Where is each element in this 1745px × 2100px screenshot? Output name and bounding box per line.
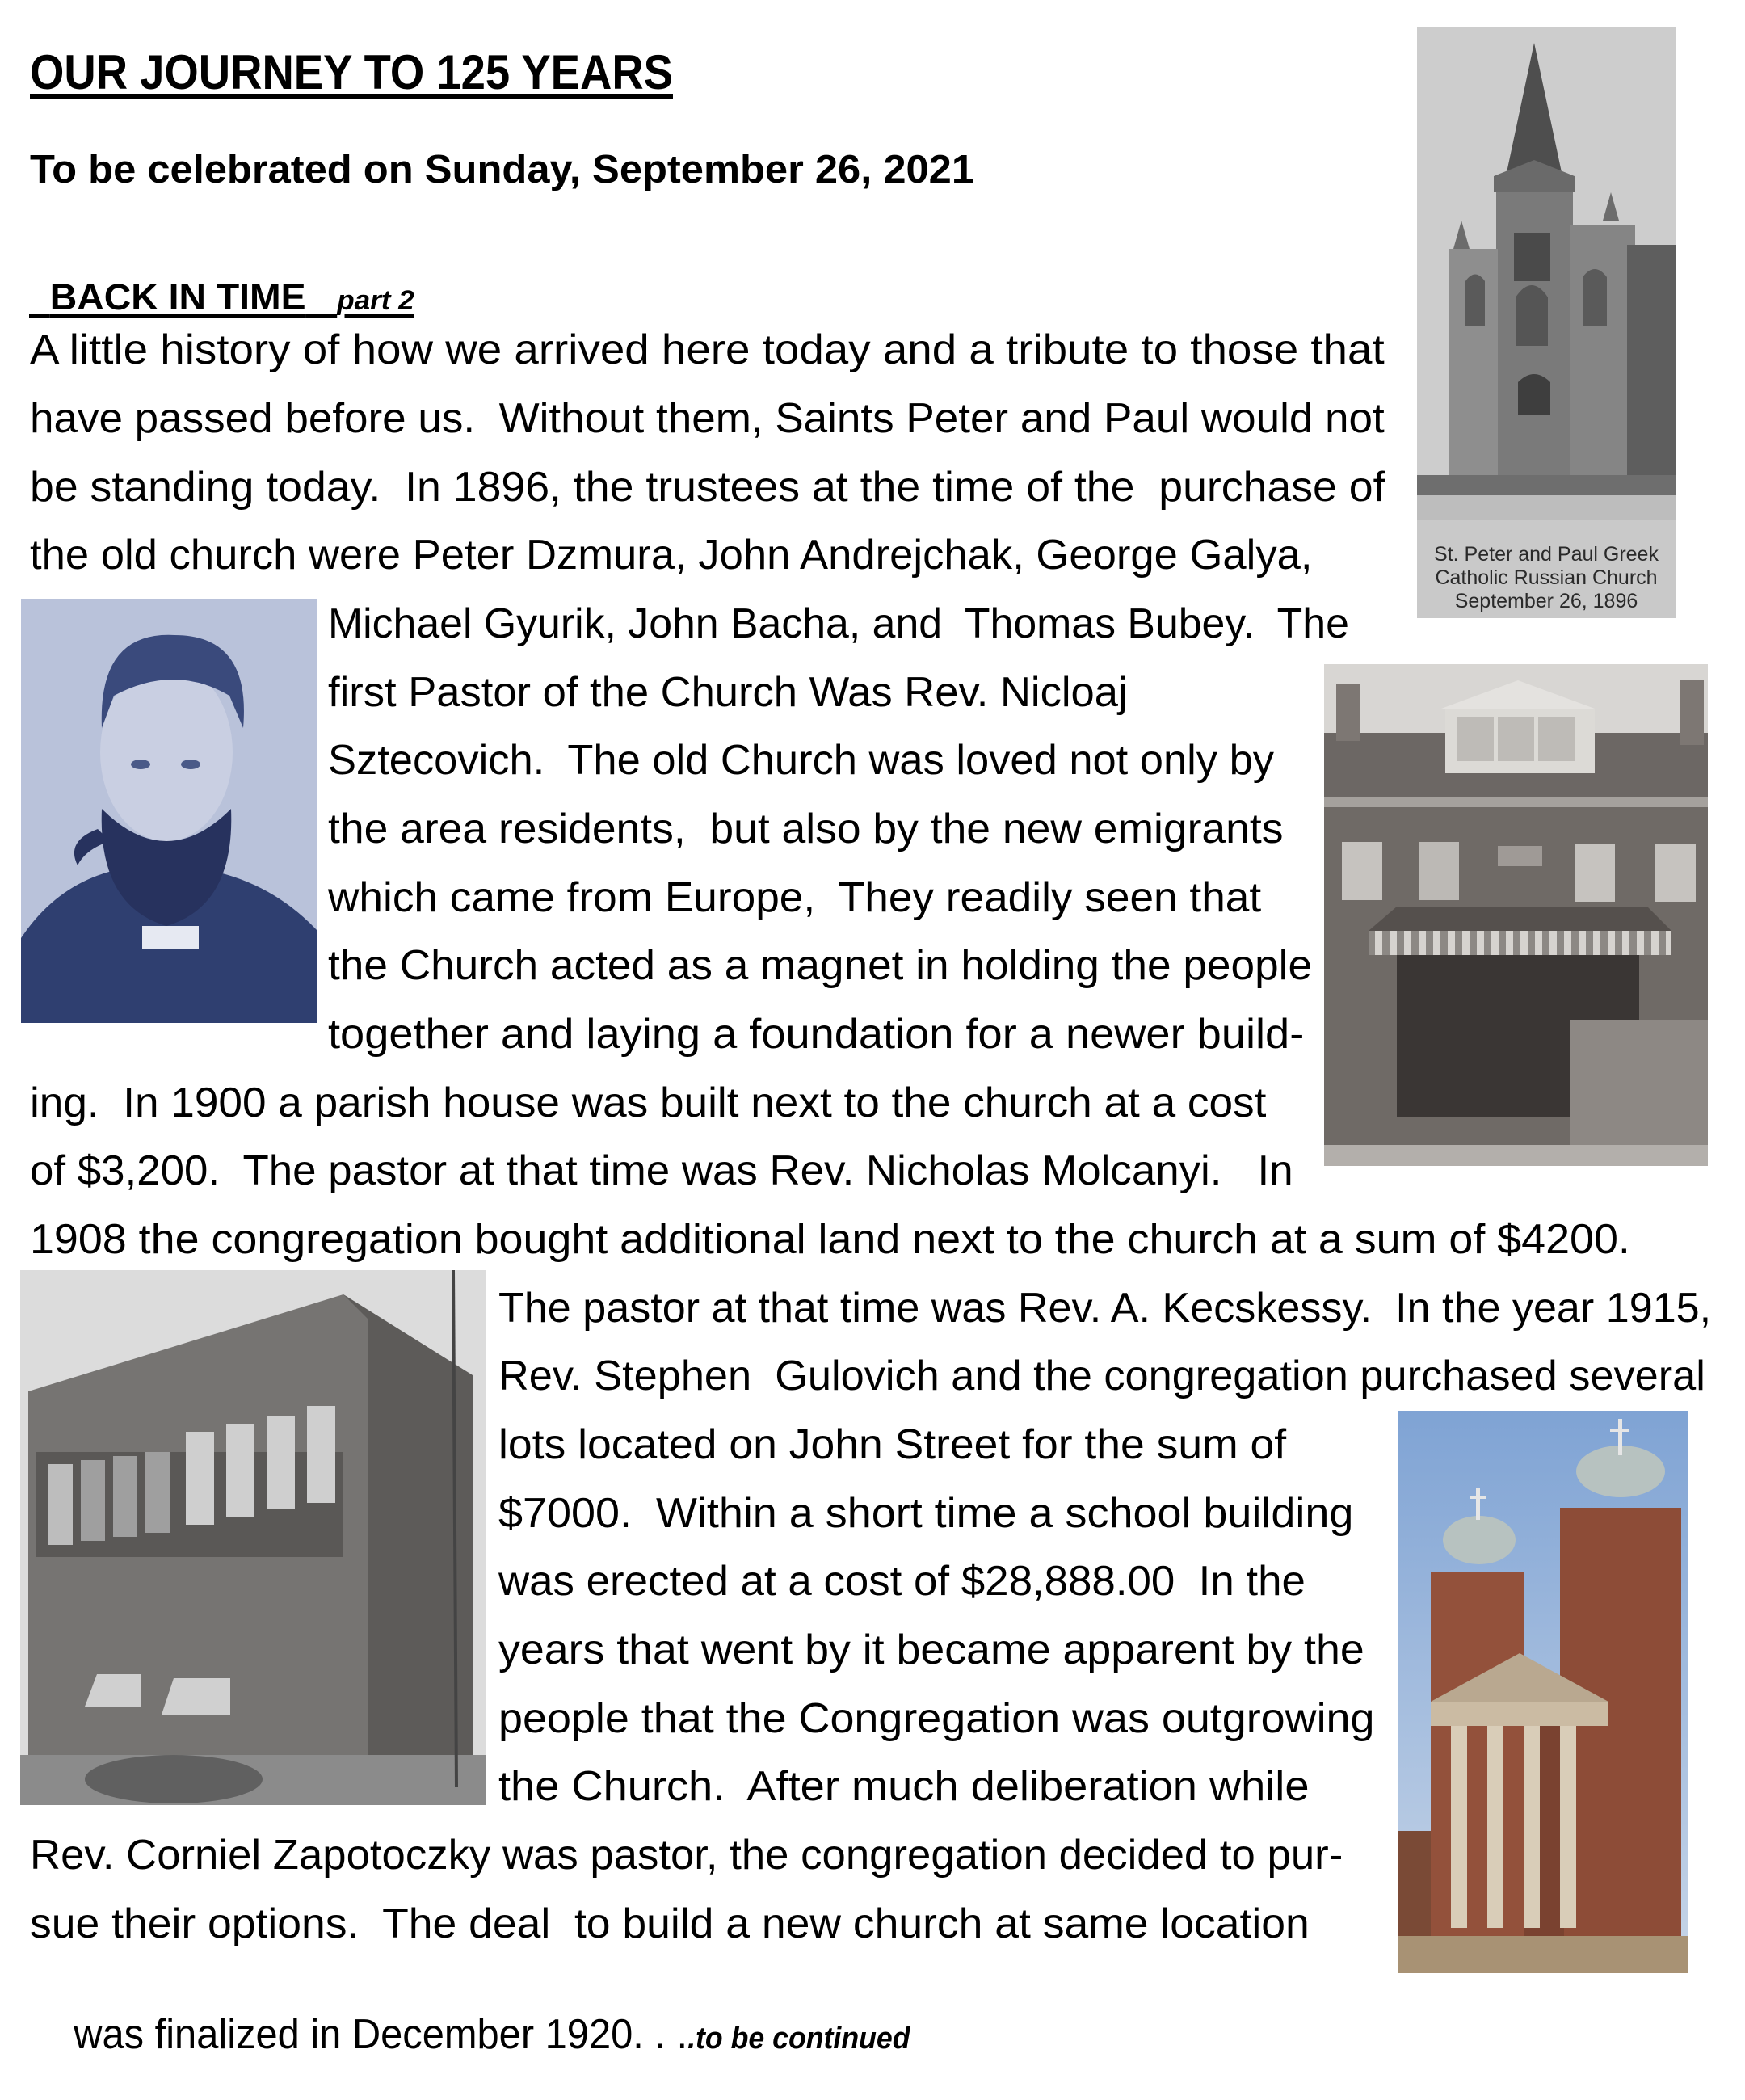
body-line: Rev. Stephen Gulovich and the congregation purchased several (498, 1353, 1705, 1399)
pastor-portrait-image (21, 599, 317, 1023)
body-line: the old church were Peter Dzmura, John Andrejchak, George Galya, (30, 532, 1313, 579)
body-line: Rev. Corniel Zapotoczky was pastor, the congregation decided to pur- (30, 1832, 1343, 1879)
section-heading (29, 242, 414, 318)
section-spacer (306, 276, 338, 318)
body-line: which came from Europe, They readily seen that (328, 874, 1262, 921)
section-part: part 2 (337, 285, 414, 316)
school-building-drawing (20, 1270, 486, 1805)
body-line: ing. In 1900 a parish house was built next to the church at a cost (30, 1079, 1267, 1126)
to-be-continued: .to be continued (687, 2022, 910, 2056)
body-line: be standing today. In 1896, the trustees at the time of the purchase of (30, 464, 1385, 511)
school-building-image (20, 1270, 486, 1805)
old-church-drawing (1417, 27, 1676, 520)
pastor-portrait-drawing (21, 599, 317, 1023)
body-line: The pastor at that time was Rev. A. Kecskessy. In the year 1915, (498, 1285, 1712, 1332)
body-line: the Church. After much deliberation while (498, 1763, 1310, 1810)
old-church-caption (1417, 543, 1676, 613)
section-title: BACK IN TIME (49, 276, 306, 318)
caption-line: St. Peter and Paul Greek (1434, 543, 1659, 566)
body-line: 1908 the congregation bought additional land next to the church at a sum of $4200. (30, 1216, 1630, 1263)
body-line (30, 1972, 910, 2098)
body-line: the Church acted as a magnet in holding the people (328, 942, 1313, 989)
body-line: sue their options. The deal to build a new church at same location (30, 1900, 1310, 1947)
body-line: Sztecovich. The old Church was loved not only by (328, 737, 1274, 784)
body-line: people that the Congregation was outgrowing (498, 1695, 1375, 1742)
new-church-drawing (1398, 1411, 1688, 1973)
body-line: have passed before us. Without them, Saints Peter and Paul would not (30, 395, 1385, 442)
old-church-image (1417, 27, 1676, 618)
body-line: was erected at a cost of $28,888.00 In the (498, 1558, 1306, 1605)
celebration-date: To be celebrated on Sunday, September 26, 2021 (30, 148, 975, 191)
body-line: first Pastor of the Church Was Rev. Nicloaj (328, 669, 1128, 716)
parish-house-drawing (1324, 664, 1708, 1166)
new-church-image (1398, 1411, 1688, 1973)
body-line: $7000. Within a short time a school building (498, 1490, 1354, 1537)
body-line: Michael Gyurik, John Bacha, and Thomas Bubey. The (328, 600, 1349, 647)
body-line: of $3,200. The pastor at that time was Rev. Nicholas Molcanyi. In (30, 1147, 1293, 1194)
page-title: OUR JOURNEY TO 125 YEARS (30, 45, 673, 99)
body-line: together and laying a foundation for a newer build- (328, 1011, 1305, 1058)
body-line: the area residents, but also by the new emigrants (328, 806, 1284, 852)
final-line-text: was finalized in December 1920. . . (74, 2011, 688, 2058)
body-line: A little history of how we arrived here today and a tribute to those that (30, 326, 1385, 373)
caption-line: Catholic Russian Church (1435, 566, 1658, 589)
body-line: years that went by it became apparent by the (498, 1627, 1364, 1673)
caption-line: September 26, 1896 (1454, 590, 1638, 612)
parish-house-image (1324, 664, 1708, 1166)
body-line: lots located on John Street for the sum of (498, 1421, 1287, 1468)
